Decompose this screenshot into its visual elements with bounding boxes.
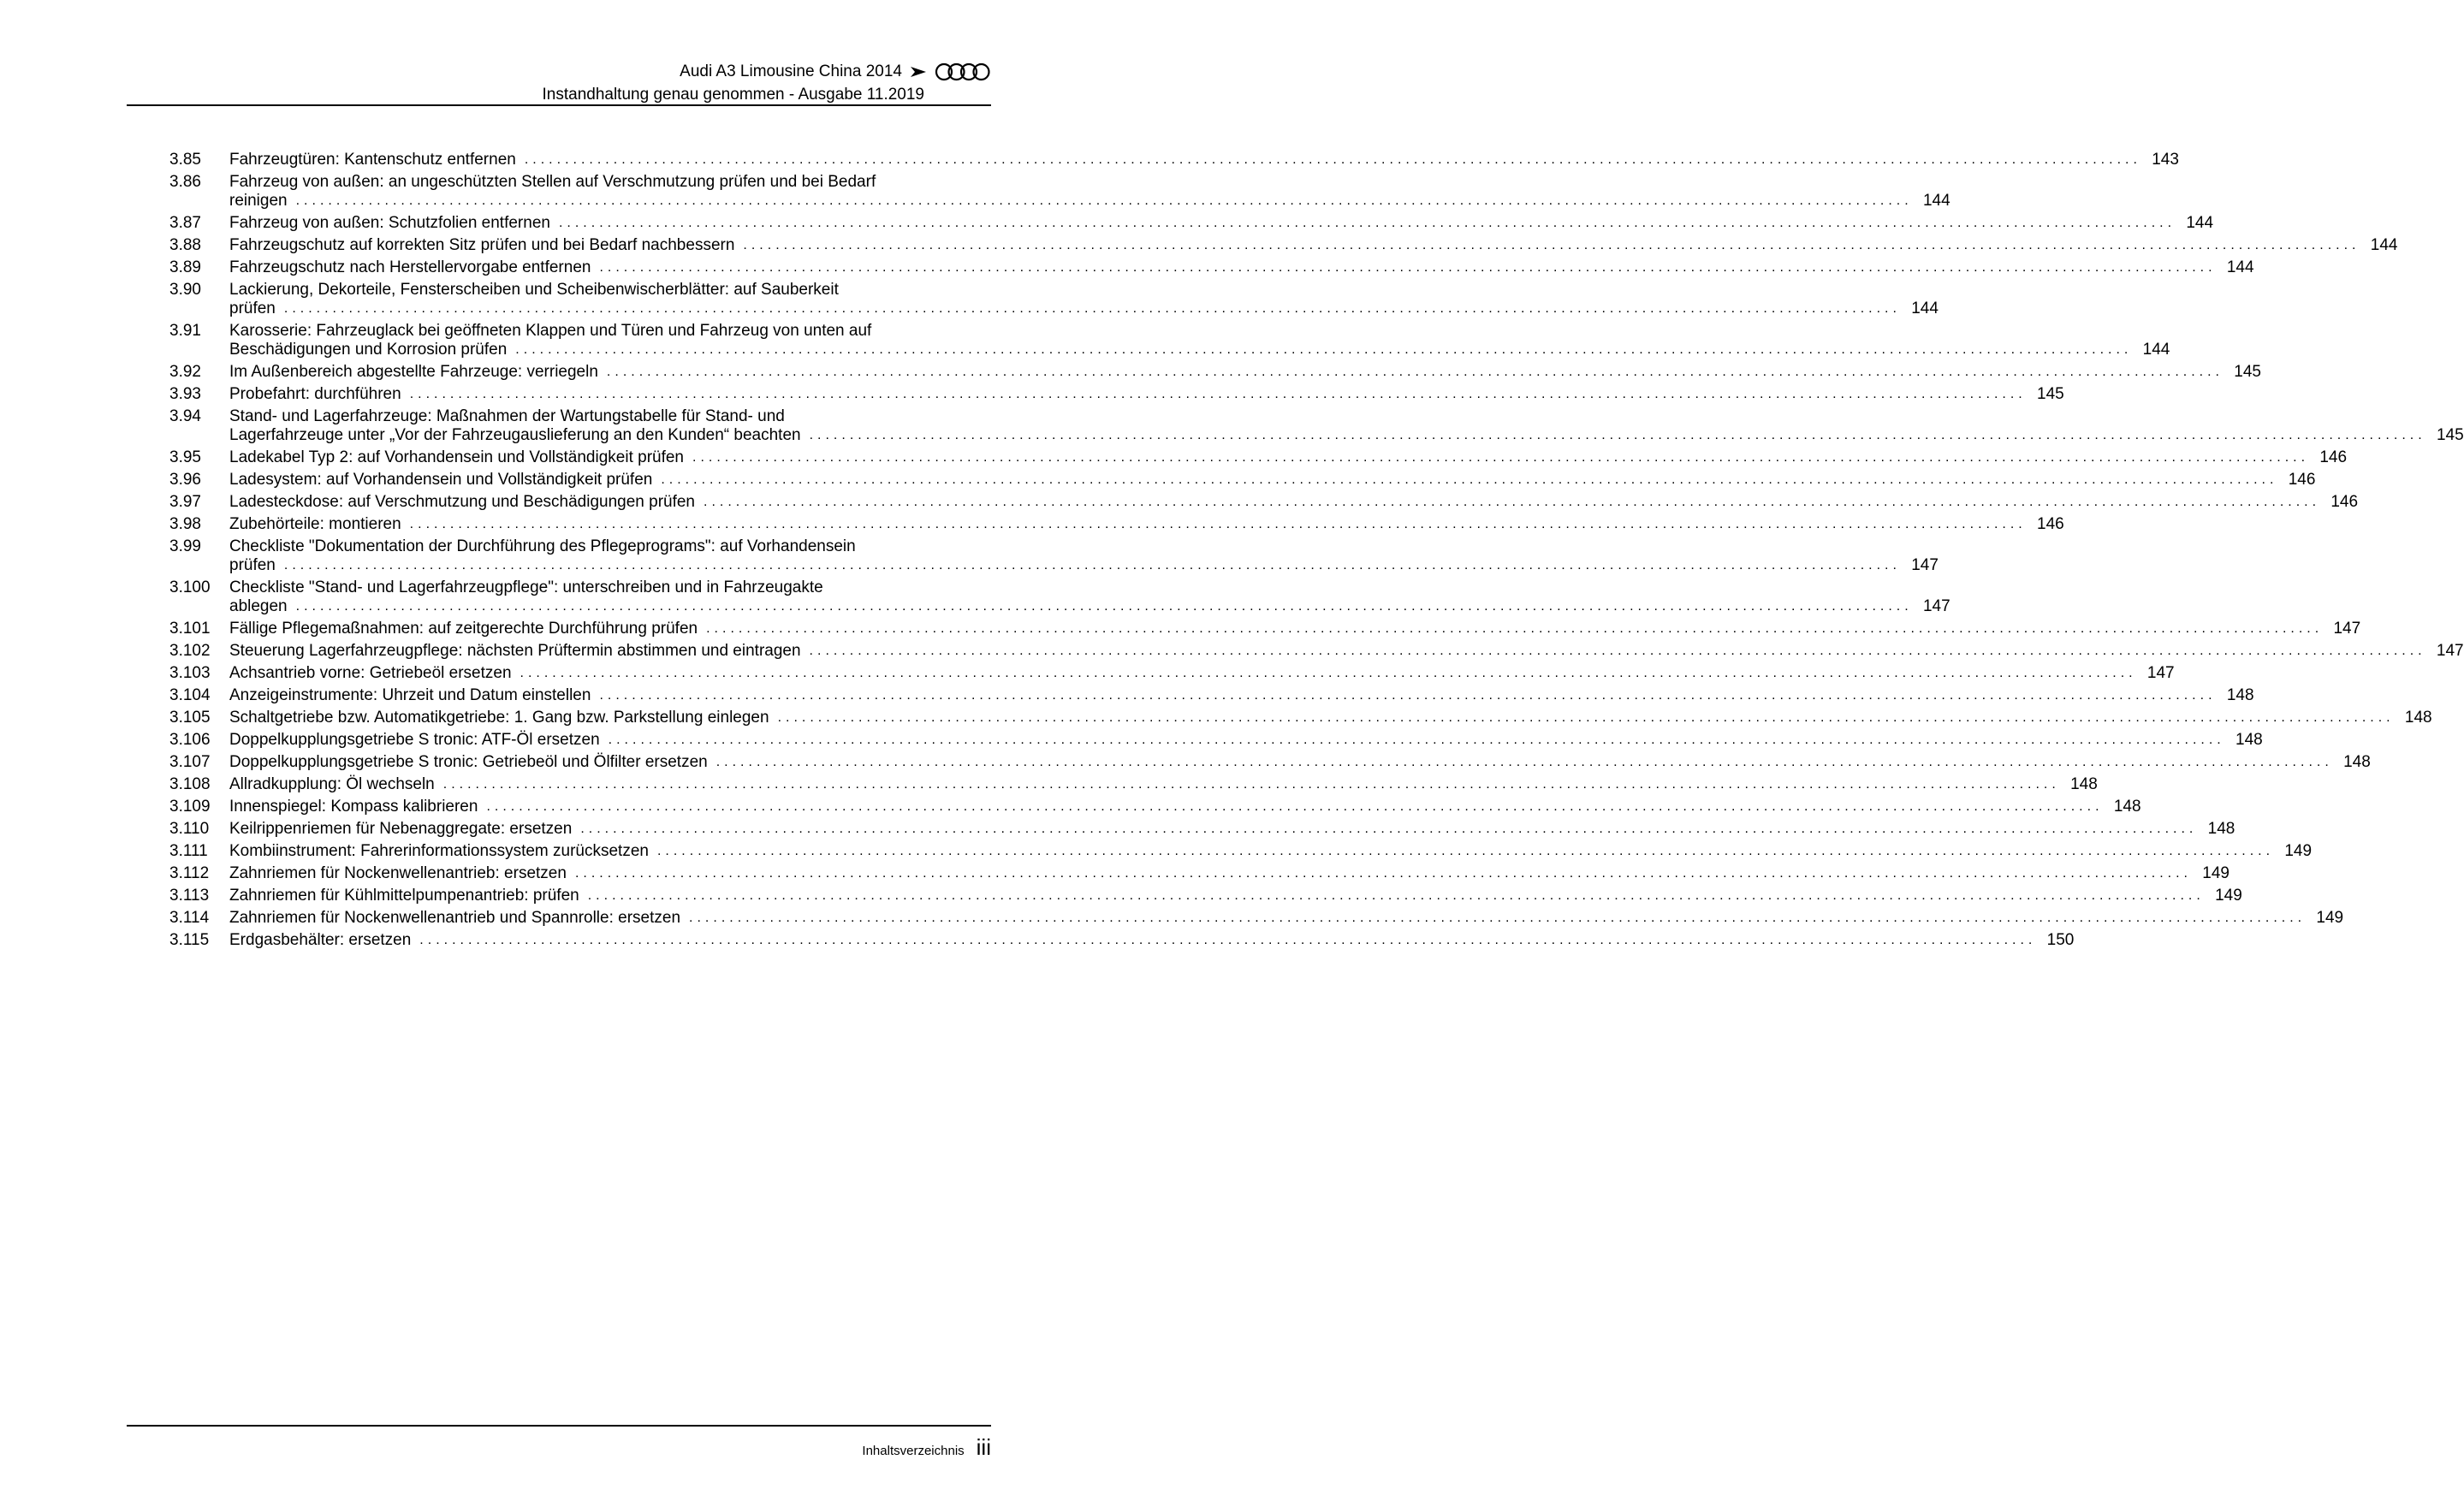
toc-entry-title-line: Fahrzeugschutz nach Herstellervorgabe entfernen xyxy=(229,258,591,276)
toc-entry-text xyxy=(229,578,1950,616)
toc-entry-number: 3.89 xyxy=(169,258,201,276)
toc-entry-text xyxy=(229,407,2464,445)
toc-entry[interactable] xyxy=(169,731,2263,750)
dot-leader: ........................................................................................................................................................................................................ xyxy=(419,933,2037,947)
table-of-contents xyxy=(169,151,2464,953)
toc-entry[interactable] xyxy=(169,578,1950,616)
toc-entry-text xyxy=(229,664,2175,683)
toc-entry-number: 3.114 xyxy=(169,909,210,927)
toc-entry-title-line: prüfen xyxy=(229,556,276,574)
toc-entry-title-line: Anzeigeinstrumente: Uhrzeit und Datum einstellen xyxy=(229,686,591,704)
toc-entry[interactable] xyxy=(169,798,2141,816)
dot-leader: ........................................................................................................................................................................................................ xyxy=(558,216,2176,230)
toc-entry-text xyxy=(229,214,2214,233)
dot-leader: ........................................................................................................................................................................................................ xyxy=(409,387,2027,401)
dot-leader: ........................................................................................................................................................................................................ xyxy=(656,844,2275,858)
dot-leader: ........................................................................................................................................................................................................ xyxy=(520,666,2137,680)
toc-entry-number: 3.95 xyxy=(169,448,201,466)
toc-entry[interactable] xyxy=(169,515,2064,534)
dot-leader: ........................................................................................................................................................................................................ xyxy=(283,558,1901,573)
dot-leader: ........................................................................................................................................................................................................ xyxy=(777,710,2395,725)
toc-entry-number: 3.100 xyxy=(169,578,211,596)
toc-entry-text xyxy=(229,493,2359,512)
toc-entry-text xyxy=(229,363,2261,382)
toc-entry-number: 3.113 xyxy=(169,887,210,905)
toc-entry-page: 149 xyxy=(2316,909,2344,927)
toc-entry-title-line: Doppelkupplungsgetriebe S tronic: Getriebeöl und Ölfilter ersetzen xyxy=(229,753,708,771)
toc-entry-title-line: Im Außenbereich abgestellte Fahrzeuge: verriegeln xyxy=(229,363,598,381)
dot-leader: ........................................................................................................................................................................................................ xyxy=(515,342,2133,357)
toc-entry-text xyxy=(229,820,2235,839)
dot-leader: ........................................................................................................................................................................................................ xyxy=(599,260,2217,275)
toc-entry-number: 3.97 xyxy=(169,493,201,511)
toc-entry[interactable] xyxy=(169,864,2229,883)
toc-entry-text xyxy=(229,258,2254,277)
toc-entry-number: 3.115 xyxy=(169,931,210,949)
dot-leader: ........................................................................................................................................................................................................ xyxy=(608,733,2225,747)
toc-entry[interactable] xyxy=(169,842,2313,861)
toc-entry-text xyxy=(229,887,2242,905)
toc-entry-title-line: reinigen xyxy=(229,192,288,210)
toc-entry-number: 3.96 xyxy=(169,471,201,489)
toc-entry-number: 3.106 xyxy=(169,731,211,749)
toc-entry-page: 147 xyxy=(2146,664,2175,682)
toc-entry-page: 148 xyxy=(2404,709,2432,727)
toc-entry-title-line: Zahnriemen für Kühlmittelpumpenantrieb: prüfen xyxy=(229,887,579,905)
toc-entry-page: 148 xyxy=(2113,798,2141,816)
toc-entry[interactable] xyxy=(169,281,1939,318)
toc-entry-title-line: Allradkupplung: Öl wechseln xyxy=(229,775,435,793)
toc-entry-page: 146 xyxy=(2288,471,2316,489)
dot-leader: ........................................................................................................................................................................................................ xyxy=(442,777,2060,792)
toc-entry-title-line: Ladekabel Typ 2: auf Vorhandensein und Vollständigkeit prüfen xyxy=(229,448,684,466)
toc-entry-number: 3.91 xyxy=(169,322,201,340)
toc-entry-title-line: Keilrippenriemen für Nebenaggregate: ersetzen xyxy=(229,820,573,838)
toc-entry-title-line: Lagerfahrzeuge unter „Vor der Fahrzeugauslieferung an den Kunden“ beachten xyxy=(229,426,801,444)
toc-entry-title-line: Karosserie: Fahrzeuglack bei geöffneten Klappen und Türen und Fahrzeug von unten auf xyxy=(229,322,872,340)
toc-entry-number: 3.104 xyxy=(169,686,211,704)
dot-leader: ........................................................................................................................................................................................................ xyxy=(704,495,2321,509)
toc-entry-number: 3.110 xyxy=(169,820,210,838)
toc-entry-text xyxy=(229,709,2432,727)
toc-entry-title-line: Checkliste "Dokumentation der Durchführung des Pflegeprograms": auf Vorhandensein xyxy=(229,537,856,555)
toc-entry-page: 149 xyxy=(2202,864,2229,882)
toc-entry[interactable] xyxy=(169,664,2175,683)
arrow-right-icon xyxy=(911,66,926,78)
toc-entry-page: 146 xyxy=(2319,448,2348,466)
toc-entry-page: 145 xyxy=(2037,385,2064,403)
toc-entry[interactable] xyxy=(169,363,2261,382)
toc-entry-text xyxy=(229,515,2064,534)
toc-entry[interactable] xyxy=(169,214,2214,233)
header-title: Audi A3 Limousine China 2014 xyxy=(680,62,902,80)
page-footer xyxy=(862,1434,991,1461)
toc-entry-title-line: Kombiinstrument: Fahrerinformationssystem zurücksetzen xyxy=(229,842,649,860)
audi-rings-icon xyxy=(935,62,991,82)
toc-entry[interactable] xyxy=(169,820,2235,839)
toc-entry-text xyxy=(229,620,2361,638)
toc-entry-page: 144 xyxy=(2226,258,2254,276)
toc-entry-title-line: Beschädigungen und Korrosion prüfen xyxy=(229,341,508,359)
toc-entry[interactable] xyxy=(169,775,2098,794)
toc-entry-title-line: Fahrzeug von außen: an ungeschützten Stellen auf Verschmutzung prüfen und bei Bedarf xyxy=(229,173,876,191)
toc-entry-number: 3.94 xyxy=(169,407,201,425)
toc-entry-text xyxy=(229,864,2229,883)
toc-entry-title-line: Innenspiegel: Kompass kalibrieren xyxy=(229,798,478,816)
toc-entry[interactable] xyxy=(169,686,2254,705)
toc-entry-text xyxy=(229,236,2398,255)
toc-entry-number: 3.88 xyxy=(169,236,201,254)
toc-entry-page: 148 xyxy=(2226,686,2254,704)
toc-entry-number: 3.108 xyxy=(169,775,211,793)
toc-entry-text xyxy=(229,151,2179,169)
toc-entry-title-line: Fällige Pflegemaßnahmen: auf zeitgerechte Durchführung prüfen xyxy=(229,620,698,638)
toc-entry[interactable] xyxy=(169,909,2344,928)
dot-leader: ........................................................................................................................................................................................................ xyxy=(295,599,1913,614)
dot-leader: ........................................................................................................................................................................................................ xyxy=(599,688,2217,703)
toc-entry-text xyxy=(229,448,2348,467)
toc-entry-text xyxy=(229,281,1939,318)
toc-entry-number: 3.111 xyxy=(169,842,208,860)
toc-entry-page: 147 xyxy=(1922,597,1950,615)
toc-entry-title-line: Schaltgetriebe bzw. Automatikgetriebe: 1. Gang bzw. Parkstellung einlegen xyxy=(229,709,769,727)
toc-entry-page: 146 xyxy=(2037,515,2064,533)
toc-entry-title-line: Achsantrieb vorne: Getriebeöl ersetzen xyxy=(229,664,512,682)
toc-entry-text xyxy=(229,842,2313,861)
toc-entry[interactable] xyxy=(169,620,2361,638)
toc-entry[interactable] xyxy=(169,709,2432,727)
dot-leader: ........................................................................................................................................................................................................ xyxy=(809,428,2426,442)
toc-entry-page: 149 xyxy=(2284,842,2313,860)
toc-entry[interactable] xyxy=(169,931,2075,950)
toc-entry-number: 3.102 xyxy=(169,642,211,660)
toc-entry-title-line: Ladesteckdose: auf Verschmutzung und Beschädigungen prüfen xyxy=(229,493,695,511)
dot-leader: ........................................................................................................................................................................................................ xyxy=(486,799,2104,814)
toc-entry-number: 3.92 xyxy=(169,363,201,381)
toc-entry-text xyxy=(229,322,2170,359)
header-subtitle: Instandhaltung genau genommen - Ausgabe 11.2019 xyxy=(542,86,924,104)
toc-entry[interactable] xyxy=(169,151,2179,169)
toc-entry-title-line: Probefahrt: durchführen xyxy=(229,385,401,403)
toc-entry-title-line: Stand- und Lagerfahrzeuge: Maßnahmen der Wartungstabelle für Stand- und xyxy=(229,407,785,425)
toc-entry-title-line: Doppelkupplungsgetriebe S tronic: ATF-Öl ersetzen xyxy=(229,731,600,749)
toc-entry[interactable] xyxy=(169,258,2254,277)
toc-entry[interactable] xyxy=(169,493,2359,512)
toc-entry-text xyxy=(229,642,2464,661)
dot-leader: ........................................................................................................................................................................................................ xyxy=(715,755,2333,769)
toc-entry[interactable] xyxy=(169,236,2398,255)
dot-leader: ........................................................................................................................................................................................................ xyxy=(283,301,1901,316)
footer-divider xyxy=(127,1425,991,1427)
toc-entry[interactable] xyxy=(169,471,2316,489)
footer-page-number: iii xyxy=(976,1434,991,1460)
dot-leader: ........................................................................................................................................................................................................ xyxy=(606,365,2224,379)
toc-entry-title-line: Zahnriemen für Nockenwellenantrieb und Spannrolle: ersetzen xyxy=(229,909,681,927)
toc-entry[interactable] xyxy=(169,385,2064,404)
toc-entry-text xyxy=(229,471,2316,489)
toc-entry-page: 150 xyxy=(2046,931,2075,949)
toc-entry[interactable] xyxy=(169,642,2464,661)
toc-entry-number: 3.90 xyxy=(169,281,201,299)
dot-leader: ........................................................................................................................................................................................................ xyxy=(689,911,2307,925)
toc-entry-title-line: Erdgasbehälter: ersetzen xyxy=(229,931,412,949)
dot-leader: ........................................................................................................................................................................................................ xyxy=(706,621,2324,636)
footer-section-label: Inhaltsverzeichnis xyxy=(862,1444,965,1458)
toc-entry-title-line: prüfen xyxy=(229,300,276,317)
toc-entry-page: 146 xyxy=(2330,493,2359,511)
toc-entry-page: 148 xyxy=(2343,753,2371,771)
toc-entry-title-line: Zahnriemen für Nockenwellenantrieb: ersetzen xyxy=(229,864,567,882)
toc-entry-page: 147 xyxy=(1911,556,1939,574)
toc-entry[interactable] xyxy=(169,537,1939,575)
toc-entry-number: 3.109 xyxy=(169,798,211,816)
toc-entry-text xyxy=(229,173,1950,211)
toc-entry[interactable] xyxy=(169,173,1950,211)
dot-leader: ........................................................................................................................................................................................................ xyxy=(409,517,2027,531)
header-title-row xyxy=(680,60,991,84)
toc-entry-text xyxy=(229,909,2344,928)
dot-leader: ........................................................................................................................................................................................................ xyxy=(661,472,2278,487)
toc-entry-text xyxy=(229,537,1939,575)
toc-entry-title-line: Fahrzeug von außen: Schutzfolien entfernen xyxy=(229,214,550,232)
dot-leader: ........................................................................................................................................................................................................ xyxy=(587,888,2205,903)
dot-leader: ........................................................................................................................................................................................................ xyxy=(692,450,2310,465)
toc-entry-title-line: Fahrzeugschutz auf korrekten Sitz prüfen und bei Bedarf nachbessern xyxy=(229,236,735,254)
toc-entry-number: 3.85 xyxy=(169,151,201,169)
toc-entry-title-line: Lackierung, Dekorteile, Fensterscheiben und Scheibenwischerblätter: auf Sauberkeit xyxy=(229,281,839,299)
toc-entry-text xyxy=(229,753,2371,772)
toc-entry-text xyxy=(229,385,2064,404)
toc-entry-page: 144 xyxy=(2186,214,2214,232)
toc-entry-page: 148 xyxy=(2235,731,2263,749)
toc-entry-number: 3.86 xyxy=(169,173,201,191)
header-divider xyxy=(127,104,991,106)
toc-entry-page: 147 xyxy=(2436,642,2464,660)
toc-entry-page: 144 xyxy=(1922,192,1950,210)
toc-entry-title-line: Ladesystem: auf Vorhandensein und Vollständigkeit prüfen xyxy=(229,471,653,489)
toc-entry-text xyxy=(229,931,2075,950)
toc-entry-text xyxy=(229,775,2098,794)
toc-entry-number: 3.99 xyxy=(169,537,201,555)
toc-entry-text xyxy=(229,798,2141,816)
toc-entry-title-line: Zubehörteile: montieren xyxy=(229,515,401,533)
toc-entry-page: 143 xyxy=(2152,151,2179,169)
dot-leader: ........................................................................................................................................................................................................ xyxy=(743,238,2360,252)
dot-leader: ........................................................................................................................................................................................................ xyxy=(574,866,2192,881)
toc-entry-text xyxy=(229,731,2263,750)
toc-entry-number: 3.112 xyxy=(169,864,210,882)
toc-entry-text xyxy=(229,686,2254,705)
toc-entry-page: 144 xyxy=(2370,236,2398,254)
toc-entry-title-line: Checkliste "Stand- und Lagerfahrzeugpflege": unterschreiben und in Fahrzeugakte xyxy=(229,578,823,596)
toc-entry-page: 144 xyxy=(2142,341,2170,359)
dot-leader: ........................................................................................................................................................................................................ xyxy=(524,152,2141,167)
toc-entry-number: 3.103 xyxy=(169,664,211,682)
toc-entry-title-line: Fahrzeugtüren: Kantenschutz entfernen xyxy=(229,151,516,169)
toc-entry-page: 148 xyxy=(2070,775,2098,793)
toc-entry-number: 3.93 xyxy=(169,385,201,403)
toc-entry-page: 144 xyxy=(1911,300,1939,317)
toc-entry-number: 3.87 xyxy=(169,214,201,232)
dot-leader: ........................................................................................................................................................................................................ xyxy=(295,193,1913,208)
dot-leader: ........................................................................................................................................................................................................ xyxy=(580,822,2198,836)
toc-entry-page: 147 xyxy=(2333,620,2361,638)
toc-entry[interactable] xyxy=(169,448,2348,467)
toc-entry-number: 3.107 xyxy=(169,753,211,771)
dot-leader: ........................................................................................................................................................................................................ xyxy=(809,644,2426,658)
toc-entry-number: 3.105 xyxy=(169,709,211,727)
toc-entry-title-line: ablegen xyxy=(229,597,288,615)
toc-entry[interactable] xyxy=(169,887,2242,905)
toc-entry-number: 3.98 xyxy=(169,515,201,533)
toc-entry[interactable] xyxy=(169,322,2170,359)
toc-entry-page: 149 xyxy=(2215,887,2242,905)
toc-entry-page: 148 xyxy=(2207,820,2235,838)
toc-entry-number: 3.101 xyxy=(169,620,211,638)
toc-entry[interactable] xyxy=(169,407,2464,445)
toc-entry-page: 145 xyxy=(2234,363,2261,381)
toc-entry-page: 145 xyxy=(2436,426,2464,444)
toc-entry[interactable] xyxy=(169,753,2371,772)
toc-entry-title-line: Steuerung Lagerfahrzeugpflege: nächsten Prüftermin abstimmen und eintragen xyxy=(229,642,801,660)
